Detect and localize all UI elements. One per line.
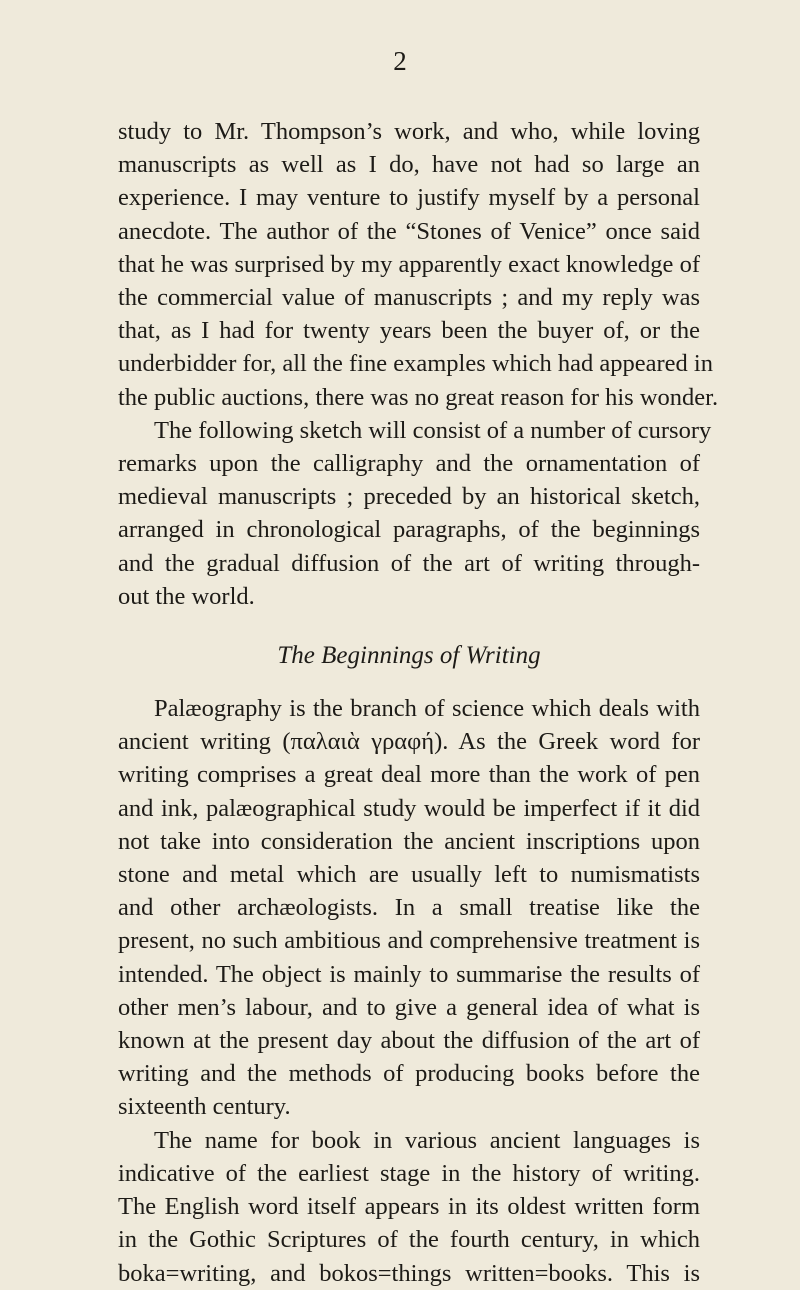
text-line: writing and the methods of producing books before the xyxy=(118,1060,700,1088)
text-line: intended. The object is mainly to summarise the results of xyxy=(118,960,700,988)
text-line: study to Mr. Thompson’s work, and who, while loving xyxy=(118,118,700,145)
text-line: and ink, palæographical study would be imperfect if it did xyxy=(118,794,700,822)
text-line: stone and metal which are usually left to numismatists xyxy=(118,861,700,889)
paragraph-book xyxy=(118,1124,700,1290)
paragraph-palaeography xyxy=(118,692,700,1124)
text-line: other men’s labour, and to give a general idea of what is xyxy=(118,993,700,1021)
body-text xyxy=(118,115,719,1290)
text-line: and other archæologists. In a small treatise like the xyxy=(118,894,700,922)
text-line: writing comprises a great deal more than the work of pen xyxy=(118,761,700,789)
text-line: indicative of the earliest stage in the history of writing. xyxy=(118,1159,700,1187)
text-line: that, as I had for twenty years been the buyer of, or the xyxy=(118,317,700,345)
paragraph-intro xyxy=(118,115,719,414)
text-line: arranged in chronological paragraphs, of the beginnings xyxy=(118,516,700,544)
text-line: The name for book in various ancient languages is xyxy=(154,1126,700,1154)
text-line: and the gradual diffusion of the art of writing through- xyxy=(118,549,700,577)
text-line: anecdote. The author of the “Stones of Venice” once said xyxy=(118,217,700,245)
text-line: out the world. xyxy=(118,582,255,610)
text-line: that he was surprised by my apparently exact knowledge of xyxy=(118,250,700,278)
text-line: boka=writing, and bokos=things written=books. This is xyxy=(118,1259,700,1287)
text-line: experience. I may venture to justify myself by a personal xyxy=(118,184,700,212)
text-line: underbidder for, all the fine examples which had appeared in xyxy=(118,350,713,378)
text-line: The English word itself appears in its oldest written form xyxy=(118,1193,700,1221)
text-line: known at the present day about the diffusion of the art of xyxy=(118,1027,700,1055)
text-line: in the Gothic Scriptures of the fourth century, in which xyxy=(118,1226,700,1254)
text-line: sixteenth century. xyxy=(118,1093,291,1121)
text-line: The following sketch will consist of a number of cursory xyxy=(154,416,712,444)
text-line: manuscripts as well as I do, have not had so large an xyxy=(118,151,700,179)
text-line: the public auctions, there was no great reason for his wonder. xyxy=(118,383,719,411)
paragraph-sketch xyxy=(118,414,712,613)
section-heading: The Beginnings of Writing xyxy=(277,642,541,670)
text-line: ancient writing (παλαιὰ γραφή). As the Greek word for xyxy=(118,728,700,756)
text-line: remarks upon the calligraphy and the ornamentation of xyxy=(118,450,700,478)
text-line: Palæography is the branch of science which deals with xyxy=(154,695,700,723)
text-line: the commercial value of manuscripts ; and my reply was xyxy=(118,284,700,312)
page-number: 2 xyxy=(393,46,407,76)
text-line: not take into consideration the ancient inscriptions upon xyxy=(118,827,700,855)
text-line: present, no such ambitious and comprehensive treatment is xyxy=(118,927,700,955)
text-line: medieval manuscripts ; preceded by an historical sketch, xyxy=(118,483,700,511)
